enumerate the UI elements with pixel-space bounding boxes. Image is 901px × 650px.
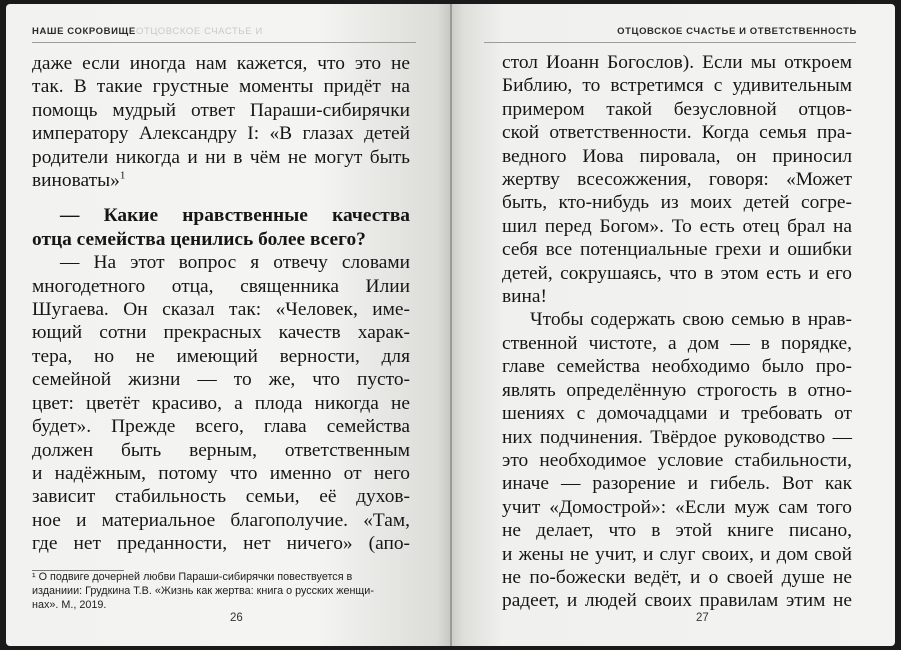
right-header-rule bbox=[484, 42, 856, 43]
show-through-running-head: ОТЦОВСКОЕ СЧАСТЬЕ И bbox=[136, 26, 263, 37]
text-line: родители никогда и ни в чём не могут быть bbox=[32, 146, 410, 168]
text-line: помощь мудрый ответ Параши-сибирячки bbox=[32, 99, 410, 121]
left-page bbox=[6, 4, 450, 646]
text-line: шил перед Богом». То есть отец брал на bbox=[502, 215, 852, 237]
text-line: учит «Домострой»: «Если муж сам того bbox=[502, 496, 852, 518]
footnote-reference[interactable]: 1 bbox=[119, 169, 126, 182]
text-line: императору Александру I: «В глазах детей bbox=[32, 123, 410, 145]
text-line: радеет, и людей своих правилам этим не bbox=[502, 590, 852, 612]
book-gutter bbox=[450, 4, 452, 646]
text-line: ской ответственности. Когда семья пра- bbox=[502, 122, 852, 144]
text-line: должен быть верным, ответственным bbox=[32, 439, 410, 461]
footnote-line: ¹ О подвиге дочерней любви Параши-сибирячки повествуется в bbox=[32, 571, 353, 583]
text-line: Библию, то встретимся с удивительным bbox=[502, 75, 852, 97]
text-line: не делает, что в этой книге писано, bbox=[502, 520, 852, 542]
text-line: главе семейства необходимо было про- bbox=[502, 356, 852, 378]
text-line: примером такой безусловной отцов- bbox=[502, 98, 852, 120]
book-spread bbox=[6, 4, 895, 646]
question-line: — Какие нравственные качества bbox=[60, 205, 410, 227]
left-header-rule bbox=[32, 42, 416, 43]
text-line: зависит стабильность семьи, её духов- bbox=[32, 486, 410, 508]
text-line bbox=[32, 169, 410, 192]
text-line: так. В такие грустные моменты придёт на bbox=[32, 76, 410, 98]
text-line: тера, но не имеющий верности, для bbox=[32, 345, 410, 367]
left-running-head: НАШЕ СОКРОВИЩЕ bbox=[32, 26, 136, 37]
text-line: жертву всесожжения, говоря: «Может bbox=[502, 169, 852, 191]
text-line: — На этот вопрос я отвечу словами bbox=[60, 252, 410, 274]
footnote-line: изданиии: Грудкина Т.В. «Жизнь как жертва: книга о русских женщи- bbox=[32, 585, 374, 597]
text-line: иначе — разорение и гибель. Вот как bbox=[502, 473, 852, 495]
right-page bbox=[450, 4, 895, 646]
text-line: семейной жизни — то же, что пусто- bbox=[32, 369, 410, 391]
text-line: детей, сокрушаясь, что в этом есть и его bbox=[502, 262, 852, 284]
text-line: ющий сотни прекрасных качеств харак- bbox=[32, 322, 410, 344]
text-line: и надёжным, потому что именно от него bbox=[32, 462, 410, 484]
text-line: многодетного отца, священника Илии bbox=[32, 275, 410, 297]
text-line: не по-божески ведёт, и о своей душе не bbox=[502, 566, 852, 588]
text-line: где нет преданности, нет ничего» (апо- bbox=[32, 533, 410, 555]
text-line: это необходимое условие стабильности, bbox=[502, 449, 852, 471]
footnote-line: нах». М., 2019. bbox=[32, 599, 107, 611]
right-running-head: ОТЦОВСКОЕ СЧАСТЬЕ И ОТВЕТСТВЕННОСТЬ bbox=[617, 26, 857, 37]
text-line: ное и материальное благополучие. «Там, bbox=[32, 509, 410, 531]
text-line: даже если иногда нам кажется, что это не bbox=[32, 53, 410, 74]
text-line: них подчинения. Твёрдое руководство — bbox=[502, 426, 852, 448]
text-line: стол Иоанн Богослов). Если мы откроем bbox=[502, 52, 852, 73]
text-line: шениях с домочадцами и требовать от bbox=[502, 403, 852, 425]
text-line: будет». Прежде всего, глава семейства bbox=[32, 416, 410, 438]
text-line: вина! bbox=[502, 286, 547, 308]
footnote bbox=[32, 570, 422, 612]
left-body-text bbox=[32, 52, 410, 556]
text-line: ведного Иова пировала, он приносил bbox=[502, 145, 852, 167]
question-line: отца семейства ценились более всего? bbox=[32, 228, 366, 250]
text-line-content: виноваты» bbox=[32, 170, 120, 192]
text-line: Шугаева. Он сказал так: «Человек, име- bbox=[32, 299, 410, 321]
page-number-right: 27 bbox=[696, 612, 709, 624]
text-line: ственной чистоте, а дом — в порядке, bbox=[502, 332, 852, 354]
text-line: быть, кто-нибудь из моих детей согре- bbox=[502, 192, 852, 214]
text-line: являть определённую строгость в отно- bbox=[502, 379, 852, 401]
text-line: и жены не учит, и слуг своих, и дом свой bbox=[502, 543, 852, 565]
right-body-text bbox=[502, 51, 852, 613]
text-line: себя все потенциальные грехи и ошибки bbox=[502, 239, 852, 261]
page-number-left: 26 bbox=[230, 612, 243, 624]
text-line: цвет: цветёт красиво, а плода никогда не bbox=[32, 392, 410, 414]
text-line: Чтобы содержать свою семью в нрав- bbox=[530, 309, 852, 331]
